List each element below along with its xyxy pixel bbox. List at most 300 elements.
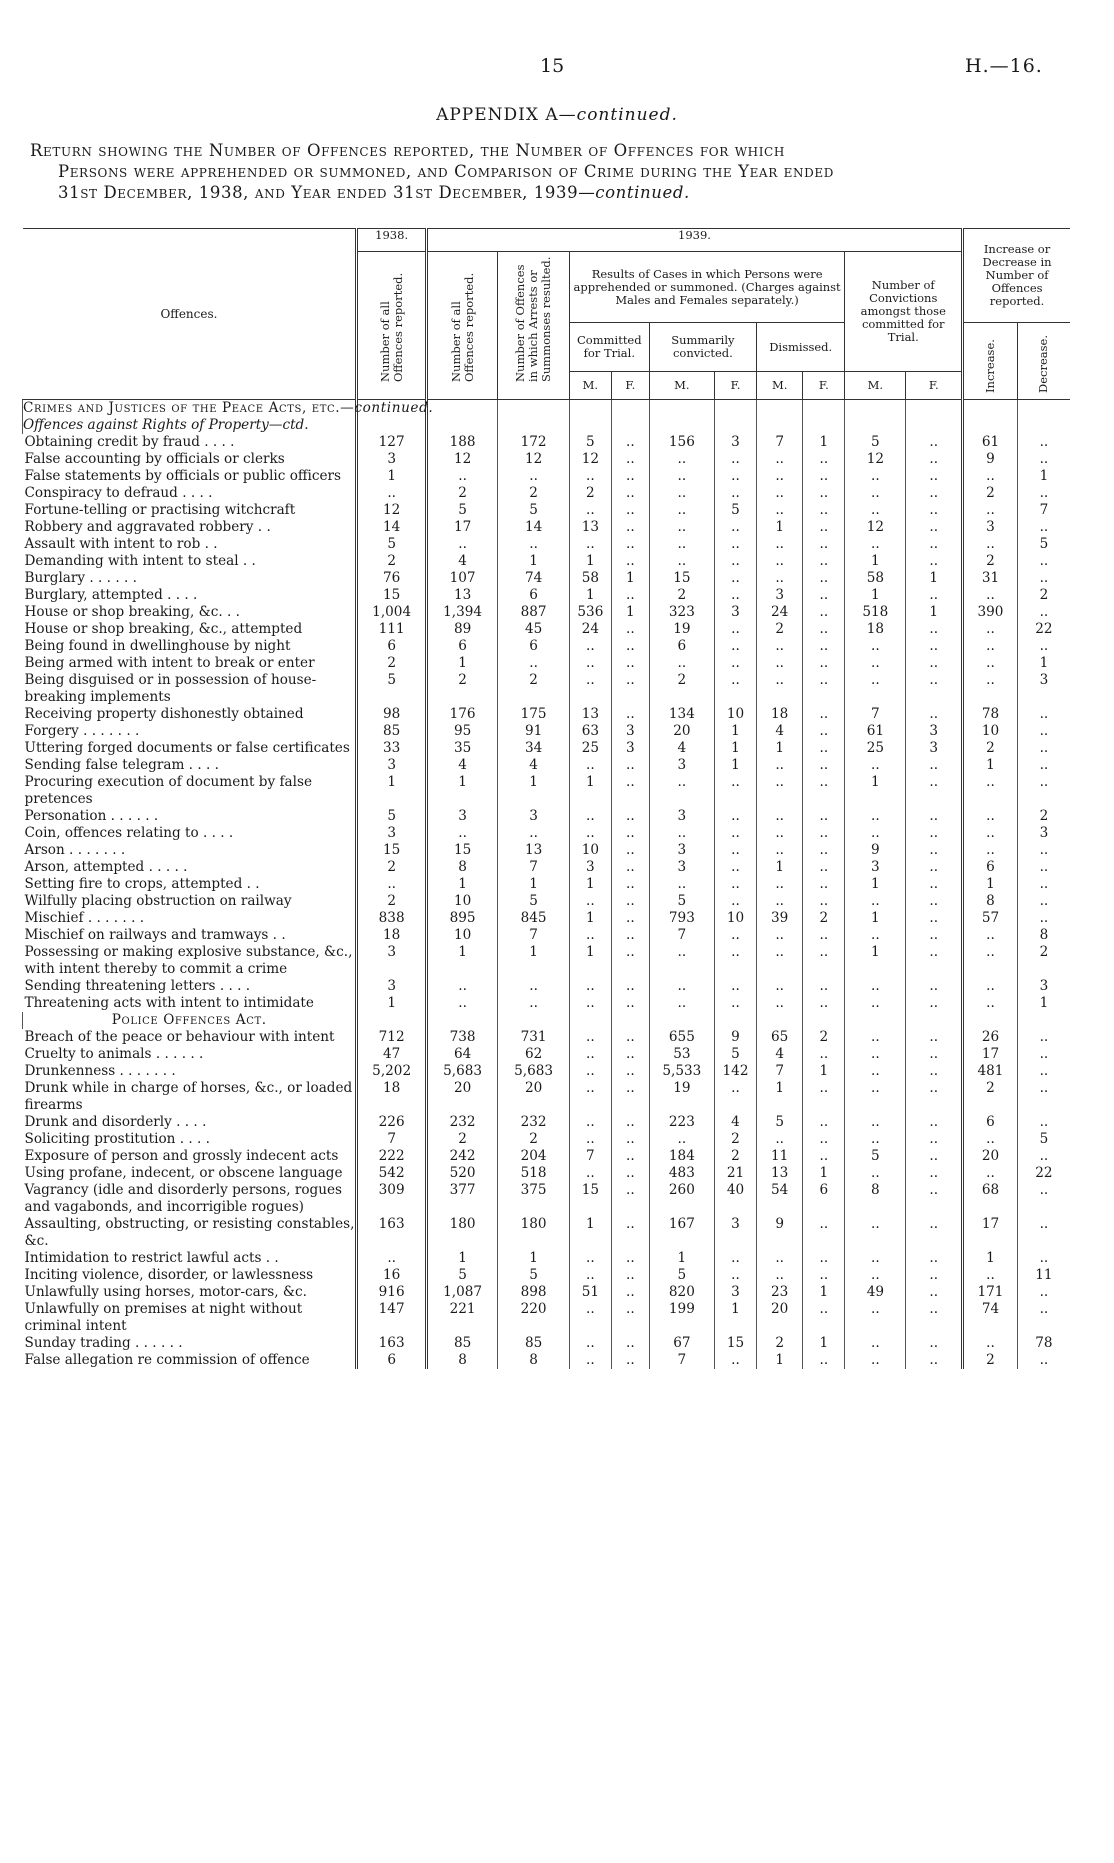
- cell-value: ..: [569, 655, 611, 672]
- cell-value: ..: [569, 1165, 611, 1182]
- cell-value: ..: [757, 876, 803, 893]
- appendix-label: APPENDIX A: [436, 105, 559, 125]
- cell-value: ..: [906, 1267, 963, 1284]
- cell-value: 3: [1017, 672, 1070, 706]
- cell-value: 1: [906, 570, 963, 587]
- cell-value: 5: [714, 502, 756, 519]
- cell-value: 1,004: [357, 604, 426, 621]
- cell-value: ..: [569, 672, 611, 706]
- cell-value: 12: [357, 502, 426, 519]
- cell-value: ..: [845, 1335, 906, 1352]
- cell-value: 5: [757, 1114, 803, 1131]
- cell-value: 1: [357, 774, 426, 808]
- offence-name: Assault with intent to rob . .: [24, 536, 218, 552]
- cell-value: ..: [649, 655, 714, 672]
- table-row: [23, 1046, 1071, 1063]
- cell-value: ..: [714, 638, 756, 655]
- cell-value: 895: [426, 910, 498, 927]
- cell-value: ..: [498, 825, 570, 842]
- offence-name: False accounting by officials or clerks: [24, 451, 285, 467]
- cell-value: 85: [426, 1335, 498, 1352]
- cell-value: 2: [963, 485, 1018, 502]
- cell-value: ..: [611, 1148, 649, 1165]
- cell-value: ..: [963, 1165, 1018, 1182]
- cell-value: ..: [803, 808, 845, 825]
- cell-value: 3: [906, 740, 963, 757]
- cell-value: 13: [569, 706, 611, 723]
- cell-value: 85: [498, 1335, 570, 1352]
- cell-value: ..: [1017, 1080, 1070, 1114]
- cell-value: ..: [1017, 706, 1070, 723]
- table-row: [23, 978, 1071, 995]
- offence-name: Vagrancy (idle and disorderly persons, rogues and vagabonds, and incorrigible rogues): [24, 1182, 343, 1215]
- cell-value: ..: [611, 944, 649, 978]
- cell-value: 15: [714, 1335, 756, 1352]
- cell-value: ..: [611, 1216, 649, 1250]
- cell-value: 7: [649, 927, 714, 944]
- cell-value: ..: [1017, 604, 1070, 621]
- cell-value: 1: [963, 757, 1018, 774]
- cell-value: ..: [803, 621, 845, 638]
- cell-value: 16: [357, 1267, 426, 1284]
- cell-value: 1: [649, 1250, 714, 1267]
- cell-value: 260: [649, 1182, 714, 1216]
- cell-value: ..: [357, 485, 426, 502]
- cell-value: ..: [845, 638, 906, 655]
- cell-value: 20: [963, 1148, 1018, 1165]
- section-property-subheader: [23, 417, 1071, 434]
- cell-value: ..: [906, 434, 963, 451]
- table-row: [23, 434, 1071, 451]
- cell-value: ..: [803, 1080, 845, 1114]
- offence-name: Sending false telegram . . . .: [24, 757, 219, 773]
- table-row: [23, 1029, 1071, 1046]
- cell-value: ..: [569, 1352, 611, 1369]
- cell-value: 25: [845, 740, 906, 757]
- cell-value: ..: [845, 1216, 906, 1250]
- cell-value: 1: [498, 774, 570, 808]
- table-row: [23, 808, 1071, 825]
- cell-value: 481: [963, 1063, 1018, 1080]
- cell-value: 1: [845, 587, 906, 604]
- cell-value: ..: [803, 638, 845, 655]
- cell-value: ..: [611, 1063, 649, 1080]
- table-header: [23, 229, 1071, 400]
- cell-value: 3: [714, 434, 756, 451]
- cell-value: ..: [906, 1250, 963, 1267]
- cell-value: 1: [803, 1335, 845, 1352]
- cell-value: ..: [963, 1267, 1018, 1284]
- cell-value: ..: [1017, 519, 1070, 536]
- cell-value: ..: [649, 468, 714, 485]
- cell-value: 127: [357, 434, 426, 451]
- cell-value: ..: [803, 774, 845, 808]
- cell-value: ..: [714, 536, 756, 553]
- col-convictions-m: M.: [845, 372, 906, 400]
- cell-value: ..: [803, 723, 845, 740]
- cell-value: 2: [498, 672, 570, 706]
- cell-value: ..: [714, 621, 756, 638]
- cell-value: 67: [649, 1335, 714, 1352]
- cell-value: 3: [1017, 825, 1070, 842]
- cell-value: 7: [357, 1131, 426, 1148]
- cell-value: 17: [963, 1046, 1018, 1063]
- cell-value: 390: [963, 604, 1018, 621]
- cell-value: ..: [803, 876, 845, 893]
- offence-name: Possessing or making explosive substance, &c., with intent thereby to commit a crime: [24, 944, 353, 977]
- cell-value: ..: [714, 570, 756, 587]
- cell-value: ..: [1017, 1250, 1070, 1267]
- cell-value: ..: [498, 978, 570, 995]
- cell-value: 3: [357, 978, 426, 995]
- col-year-1939: 1939.: [426, 229, 962, 252]
- cell-value: 5: [1017, 536, 1070, 553]
- cell-value: 1: [845, 774, 906, 808]
- cell-value: ..: [906, 757, 963, 774]
- table-row: [23, 1216, 1071, 1250]
- cell-value: 14: [357, 519, 426, 536]
- cell-value: 1: [963, 876, 1018, 893]
- cell-value: 1: [1017, 655, 1070, 672]
- table-row: [23, 468, 1071, 485]
- offence-name: Receiving property dishonestly obtained: [24, 706, 304, 722]
- table-row: [23, 995, 1071, 1012]
- table-row: [23, 1063, 1071, 1080]
- cell-value: ..: [649, 485, 714, 502]
- cell-value: ..: [906, 927, 963, 944]
- cell-value: 78: [963, 706, 1018, 723]
- cell-value: ..: [803, 553, 845, 570]
- cell-value: 2: [803, 1029, 845, 1046]
- cell-value: ..: [714, 1080, 756, 1114]
- cell-value: 204: [498, 1148, 570, 1165]
- cell-value: ..: [569, 1114, 611, 1131]
- cell-value: ..: [803, 1114, 845, 1131]
- cell-value: 98: [357, 706, 426, 723]
- offence-name: Exposure of person and grossly indecent acts: [24, 1148, 339, 1164]
- cell-value: ..: [757, 536, 803, 553]
- cell-value: ..: [757, 825, 803, 842]
- cell-value: ..: [611, 621, 649, 638]
- cell-value: 845: [498, 910, 570, 927]
- cell-value: 5: [426, 1267, 498, 1284]
- cell-value: 220: [498, 1301, 570, 1335]
- cell-value: 1: [757, 859, 803, 876]
- cell-value: ..: [803, 859, 845, 876]
- cell-value: 6: [963, 1114, 1018, 1131]
- cell-value: ..: [963, 808, 1018, 825]
- cell-value: 15: [569, 1182, 611, 1216]
- cell-value: 1: [906, 604, 963, 621]
- cell-value: ..: [357, 1250, 426, 1267]
- offence-name: Unlawfully using horses, motor-cars, &c.: [24, 1284, 307, 1300]
- offence-name: Wilfully placing obstruction on railway: [24, 893, 292, 909]
- cell-value: ..: [803, 1250, 845, 1267]
- cell-value: 242: [426, 1148, 498, 1165]
- cell-value: 731: [498, 1029, 570, 1046]
- cell-value: 309: [357, 1182, 426, 1216]
- cell-value: ..: [714, 655, 756, 672]
- table-row: [23, 757, 1071, 774]
- cell-value: ..: [963, 1131, 1018, 1148]
- cell-value: ..: [845, 1029, 906, 1046]
- cell-value: 58: [569, 570, 611, 587]
- cell-value: 1: [426, 774, 498, 808]
- cell-value: ..: [845, 1131, 906, 1148]
- cell-value: 1: [803, 1063, 845, 1080]
- cell-value: 5: [569, 434, 611, 451]
- cell-value: 377: [426, 1182, 498, 1216]
- cell-value: ..: [757, 893, 803, 910]
- cell-value: ..: [1017, 1352, 1070, 1369]
- cell-value: 738: [426, 1029, 498, 1046]
- cell-value: ..: [649, 451, 714, 468]
- cell-value: 222: [357, 1148, 426, 1165]
- offence-name: Setting fire to crops, attempted . .: [24, 876, 260, 892]
- cell-value: ..: [1017, 451, 1070, 468]
- table-row: [23, 944, 1071, 978]
- cell-value: ..: [757, 944, 803, 978]
- cell-value: ..: [803, 570, 845, 587]
- cell-value: 3: [963, 519, 1018, 536]
- cell-value: 147: [357, 1301, 426, 1335]
- cell-value: 9: [963, 451, 1018, 468]
- cell-value: 3: [714, 1284, 756, 1301]
- cell-value: ..: [906, 706, 963, 723]
- offence-name: Being found in dwellinghouse by night: [24, 638, 291, 654]
- table-row: [23, 604, 1071, 621]
- cell-value: 5,202: [357, 1063, 426, 1080]
- cell-value: ..: [906, 1148, 963, 1165]
- table-row: [23, 1335, 1071, 1352]
- cell-value: ..: [611, 1335, 649, 1352]
- cell-value: ..: [757, 757, 803, 774]
- offences-table: [22, 228, 1070, 1369]
- cell-value: ..: [845, 536, 906, 553]
- cell-value: ..: [714, 587, 756, 604]
- title-line-3: 31st December, 1938, and Year ended 31st December, 1939—continued.: [58, 183, 690, 202]
- cell-value: 10: [714, 910, 756, 927]
- cell-value: 13: [498, 842, 570, 859]
- offence-name: Assaulting, obstructing, or resisting constables, &c.: [24, 1216, 355, 1249]
- cell-value: ..: [714, 893, 756, 910]
- cell-value: 2: [498, 485, 570, 502]
- cell-value: ..: [803, 927, 845, 944]
- cell-value: ..: [757, 502, 803, 519]
- cell-value: ..: [963, 995, 1018, 1012]
- cell-value: 3: [906, 723, 963, 740]
- cell-value: ..: [906, 944, 963, 978]
- cell-value: ..: [757, 774, 803, 808]
- offence-name: House or shop breaking, &c., attempted: [24, 621, 303, 637]
- cell-value: 3: [611, 740, 649, 757]
- cell-value: 6: [357, 1352, 426, 1369]
- table-row: [23, 1182, 1071, 1216]
- table-row: [23, 536, 1071, 553]
- cell-value: 2: [426, 672, 498, 706]
- cell-value: 2: [426, 485, 498, 502]
- table-row: [23, 706, 1071, 723]
- offence-name: Uttering forged documents or false certificates: [24, 740, 350, 756]
- cell-value: 1: [1017, 468, 1070, 485]
- cell-value: ..: [906, 995, 963, 1012]
- cell-value: 1: [757, 740, 803, 757]
- table-row: [23, 927, 1071, 944]
- cell-value: 655: [649, 1029, 714, 1046]
- cell-value: 1: [426, 944, 498, 978]
- cell-value: ..: [569, 1267, 611, 1284]
- cell-value: ..: [611, 1114, 649, 1131]
- cell-value: 1: [357, 468, 426, 485]
- cell-value: ..: [714, 927, 756, 944]
- cell-value: ..: [845, 1080, 906, 1114]
- cell-value: 61: [845, 723, 906, 740]
- cell-value: ..: [845, 808, 906, 825]
- table-row: [23, 842, 1071, 859]
- offence-name: Threatening acts with intent to intimidate: [24, 995, 314, 1011]
- cell-value: 9: [714, 1029, 756, 1046]
- cell-value: 9: [845, 842, 906, 859]
- cell-value: 2: [357, 553, 426, 570]
- cell-value: 1: [757, 1352, 803, 1369]
- cell-value: 1: [803, 1165, 845, 1182]
- cell-value: 2: [649, 672, 714, 706]
- col-summarily: Summarily convicted.: [649, 323, 756, 372]
- cell-value: 2: [649, 587, 714, 604]
- cell-value: ..: [1017, 638, 1070, 655]
- cell-value: ..: [714, 808, 756, 825]
- cell-value: ..: [611, 825, 649, 842]
- cell-value: ..: [906, 978, 963, 995]
- cell-value: 6: [357, 638, 426, 655]
- cell-value: 134: [649, 706, 714, 723]
- cell-value: ..: [611, 706, 649, 723]
- cell-value: 2: [1017, 944, 1070, 978]
- cell-value: 1: [757, 1080, 803, 1114]
- cell-value: ..: [611, 519, 649, 536]
- appendix-continued: —continued.: [558, 105, 678, 125]
- cell-value: ..: [906, 825, 963, 842]
- cell-value: 17: [426, 519, 498, 536]
- cell-value: ..: [906, 655, 963, 672]
- cell-value: 898: [498, 1284, 570, 1301]
- cell-value: ..: [611, 757, 649, 774]
- cell-value: 1,394: [426, 604, 498, 621]
- cell-value: 6: [498, 587, 570, 604]
- offence-name: False statements by officials or public officers: [24, 468, 342, 484]
- offence-name: Burglary, attempted . . . .: [24, 587, 198, 603]
- cell-value: ..: [426, 825, 498, 842]
- cell-value: ..: [649, 978, 714, 995]
- cell-value: 10: [426, 893, 498, 910]
- cell-value: ..: [803, 655, 845, 672]
- cell-value: 2: [963, 1080, 1018, 1114]
- cell-value: 1: [963, 1250, 1018, 1267]
- offence-name: Using profane, indecent, or obscene language: [24, 1165, 343, 1181]
- cell-value: 3: [357, 944, 426, 978]
- cell-value: 6: [498, 638, 570, 655]
- cell-value: ..: [714, 859, 756, 876]
- section-police-header: [23, 1012, 1071, 1029]
- offence-name: Conspiracy to defraud . . . .: [24, 485, 213, 501]
- cell-value: 8: [426, 1352, 498, 1369]
- cell-value: 1: [757, 519, 803, 536]
- cell-value: 5: [649, 893, 714, 910]
- cell-value: 15: [649, 570, 714, 587]
- offence-name: Sending threatening letters . . . .: [24, 978, 251, 994]
- cell-value: ..: [906, 1046, 963, 1063]
- cell-value: 323: [649, 604, 714, 621]
- table-row: [23, 519, 1071, 536]
- cell-value: 188: [426, 434, 498, 451]
- cell-value: ..: [649, 502, 714, 519]
- cell-value: 232: [426, 1114, 498, 1131]
- cell-value: ..: [649, 944, 714, 978]
- cell-value: 223: [649, 1114, 714, 1131]
- cell-value: 518: [498, 1165, 570, 1182]
- cell-value: ..: [757, 842, 803, 859]
- cell-value: ..: [803, 893, 845, 910]
- offence-name: Drunk and disorderly . . . .: [24, 1114, 207, 1130]
- cell-value: 3: [649, 757, 714, 774]
- cell-value: ..: [611, 672, 649, 706]
- table-row: [23, 655, 1071, 672]
- cell-value: 19: [649, 1080, 714, 1114]
- cell-value: 163: [357, 1335, 426, 1352]
- cell-value: 10: [963, 723, 1018, 740]
- cell-value: 12: [845, 519, 906, 536]
- cell-value: ..: [845, 1352, 906, 1369]
- cell-value: ..: [569, 825, 611, 842]
- cell-value: ..: [611, 927, 649, 944]
- cell-value: ..: [611, 1182, 649, 1216]
- cell-value: 5,683: [426, 1063, 498, 1080]
- cell-value: 20: [426, 1080, 498, 1114]
- cell-value: 68: [963, 1182, 1018, 1216]
- cell-value: 4: [426, 553, 498, 570]
- cell-value: 887: [498, 604, 570, 621]
- cell-value: ..: [569, 978, 611, 995]
- cell-value: 18: [357, 1080, 426, 1114]
- cell-value: 15: [357, 842, 426, 859]
- cell-value: 10: [714, 706, 756, 723]
- cell-value: 7: [845, 706, 906, 723]
- cell-value: 163: [357, 1216, 426, 1250]
- cell-value: ..: [803, 1148, 845, 1165]
- offence-name: Cruelty to animals . . . . . .: [24, 1046, 204, 1062]
- section-title: Crimes and Justices of the Peace Acts, etc.—continued.: [23, 400, 434, 416]
- cell-value: 13: [757, 1165, 803, 1182]
- cell-value: ..: [803, 1352, 845, 1369]
- cell-value: 712: [357, 1029, 426, 1046]
- cell-value: ..: [757, 978, 803, 995]
- cell-value: ..: [757, 808, 803, 825]
- cell-value: ..: [906, 1165, 963, 1182]
- table-row: [23, 672, 1071, 706]
- cell-value: ..: [906, 1131, 963, 1148]
- offence-name: Procuring execution of document by false pretences: [24, 774, 312, 807]
- cell-value: 89: [426, 621, 498, 638]
- cell-value: ..: [714, 1250, 756, 1267]
- cell-value: 793: [649, 910, 714, 927]
- cell-value: ..: [845, 672, 906, 706]
- cell-value: ..: [569, 536, 611, 553]
- cell-value: ..: [611, 1301, 649, 1335]
- cell-value: ..: [569, 1301, 611, 1335]
- cell-value: 1: [569, 774, 611, 808]
- cell-value: 1: [714, 740, 756, 757]
- offence-name: Mischief . . . . . . .: [24, 910, 145, 926]
